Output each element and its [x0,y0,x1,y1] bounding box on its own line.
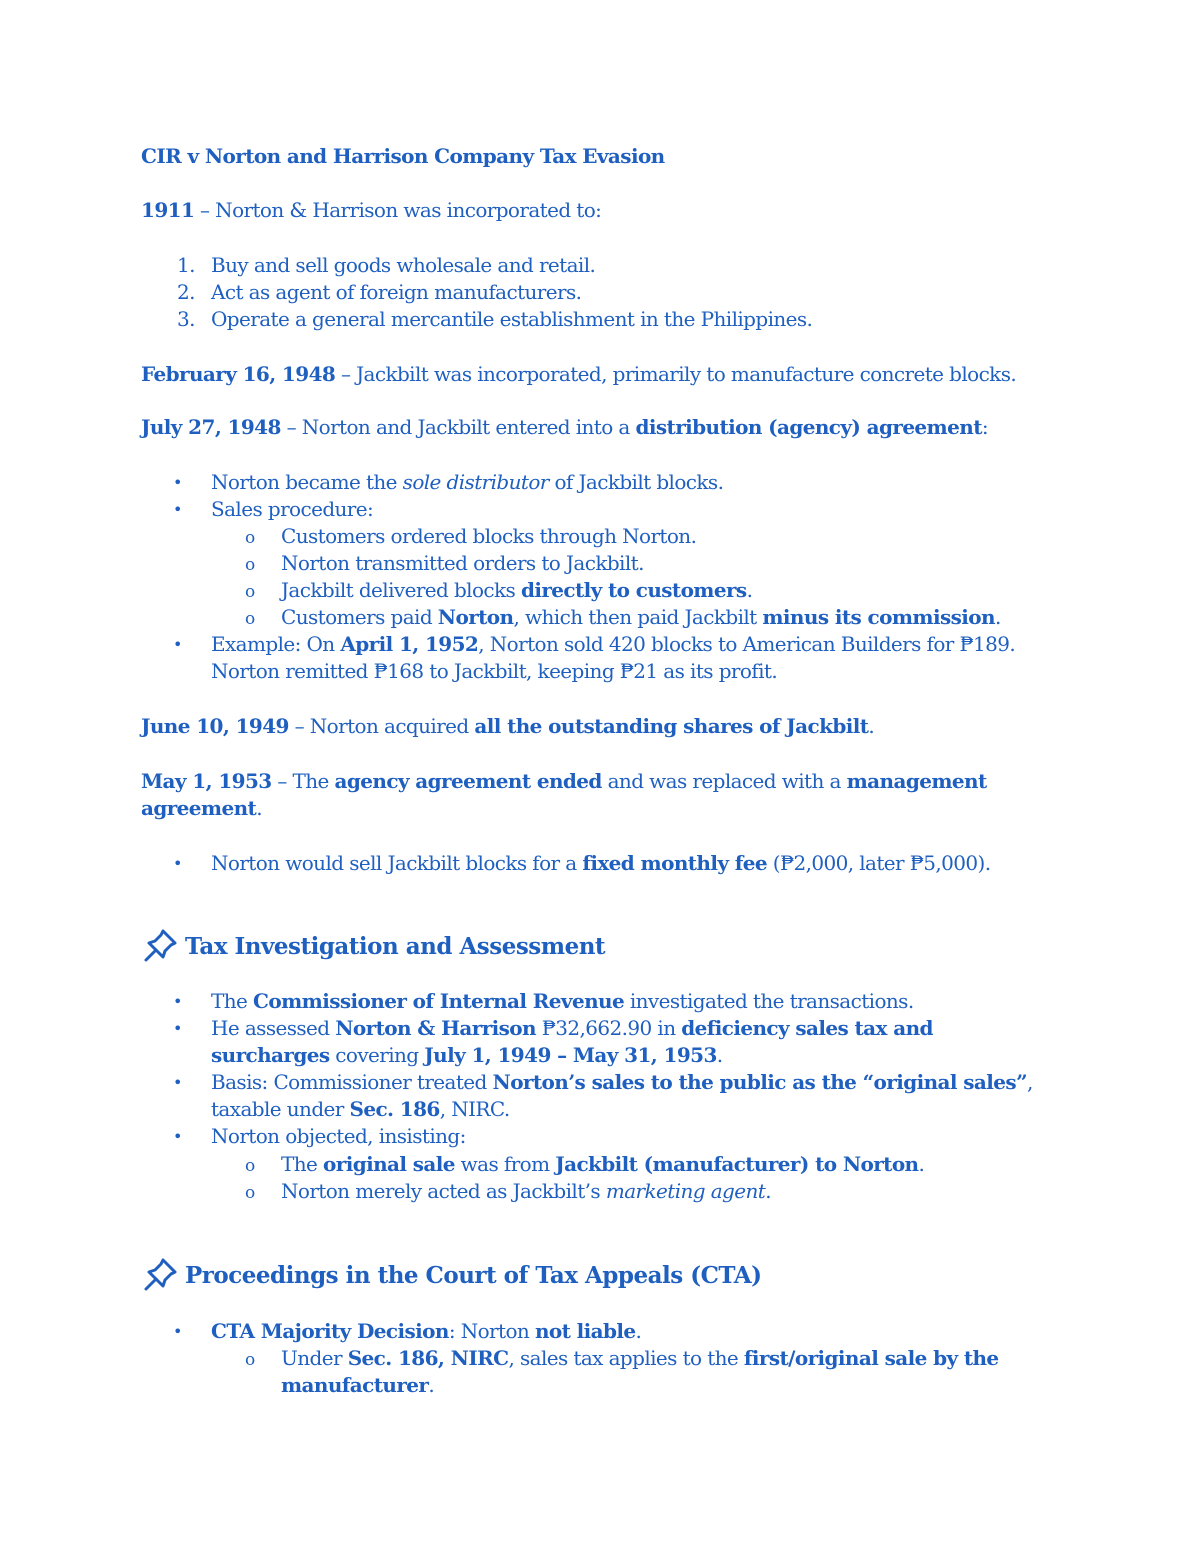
list-item: • The Commissioner of Internal Revenue investigated the transactions. [173,989,914,1013]
list-item: o Norton merely acted as Jackbilt’s marketing agent. [245,1179,771,1203]
paragraph-jul-1948: July 27, 1948 – Norton and Jackbilt entered into a distribution (agency) agreement: [141,415,988,439]
list-item: o Under Sec. 186, NIRC, sales tax applies to the first/original sale by the manufacturer. [245,1346,999,1397]
pushpin-icon [143,927,179,963]
sales-procedure-list [211,523,1001,631]
list-item: • Sales procedure: [173,497,374,521]
list-item: o Norton transmitted orders to Jackbilt. [245,551,644,575]
paragraph-1911: 1911 – Norton & Harrison was incorporated to: [141,198,602,222]
tax-investigation-list [141,988,1033,1150]
paragraph-may-1953: May 1, 1953 – The agency agreement ended and was replaced with a management agreement. [141,769,987,820]
document-title: CIR v Norton and Harrison Company Tax Evasion [141,144,665,168]
list-item: o The original sale was from Jackbilt (manufacturer) to Norton. [245,1152,925,1176]
list-item: • Basis: Commissioner treated Norton’s sales to the public as the “original sales”, taxable under Sec. 186, NIRC. [173,1070,1033,1121]
example-list [141,631,1015,685]
list-item: • Norton objected, insisting: [173,1124,466,1148]
management-list [141,850,991,877]
list-item: 2. Act as agent of foreign manufacturers. [177,280,582,304]
list-item: • Norton became the sole distributor of Jackbilt blocks. [173,470,724,494]
paragraph-jun-1949: June 10, 1949 – Norton acquired all the outstanding shares of Jackbilt. [141,714,875,738]
list-item: • CTA Majority Decision: Norton not liable. [173,1319,642,1343]
pushpin-icon [143,1256,179,1292]
list-item: o Customers paid Norton, which then paid Jackbilt minus its commission. [245,605,1001,629]
agency-list [141,469,723,523]
document-page: CIR v Norton and Harrison Company Tax Evasion 1911 – Norton & Harrison was incorporated to: 1. Buy and sell goods wholesale and retail. 2. Act as agent of foreign manufacturers. 3. Operate a general mercantile establishment in the Philippines. February 16, 1948 – Jackbilt was incorporated, primarily to manufacture concrete blocks. July 27, 1948 – Norton and Jackbilt entered into a distribution (agency) agreement: • Norton became the sole distributor of Jackbilt blocks. • Sales procedure: o Customers ordered blocks through Norton. o Norton transmitted orders to Jackbilt. o Jackbilt delivered blocks directly to customers. o Customers paid Norton, which then paid Jackbilt minus its commission. • Example: On April 1, 1952, Norton sold 420 blocks to American Builders for ₱189. Norton remitted ₱168 to Jackbilt, keeping ₱21 as its profit. June 10, 1949 – Norton acquired all the outstanding shares of Jackbilt. May 1, 1953 – The agency agreement ended and was replaced with a management agreement. • Norton would sell Jackbilt blocks for a fixed monthly fee (₱2,000, later ₱5,000). Tax Investigation and Assessment • The Commissioner of Internal Revenue investigated the transactions. • He assessed Norton & Harrison ₱32,662.90 in deficiency sales tax and surcharges covering July 1, 1949 – May 31, 1953. • Basis: Commissioner treated Norton’s sales to the public as the “original sales”, taxable under Sec. 186, NIRC. • Norton objected, insisting: o The original sale was from Jackbilt (manufacturer) to Norton. o Norton merely acted as Jackbilt’s marketing agent. Proceedings in the Court of Tax Appeals (CTA) • CTA Majority Decision: Norton not liable. o Under Sec. 186, NIRC, sales tax applies to the first/original sale by the manufacturer. [0,0,1200,1553]
list-item: • Example: On April 1, 1952, Norton sold 420 blocks to American Builders for ₱189. Norton remitted ₱168 to Jackbilt, keeping ₱21 as its profit. [173,632,1016,683]
list-item: 3. Operate a general mercantile establishment in the Philippines. [177,307,813,331]
list-item: 1. Buy and sell goods wholesale and retail. [177,253,596,277]
date-1911: 1911 [141,198,195,222]
paragraph-feb-1948: February 16, 1948 – Jackbilt was incorporated, primarily to manufacture concrete blocks. [141,362,1017,386]
cta-list [141,1318,641,1345]
list-item: • Norton would sell Jackbilt blocks for a fixed monthly fee (₱2,000, later ₱5,000). [173,851,991,875]
list-item: o Jackbilt delivered blocks directly to customers. [245,578,753,602]
objection-list [211,1151,924,1205]
purposes-list [141,252,812,333]
list-item: o Customers ordered blocks through Norton. [245,524,697,548]
list-item: • He assessed Norton & Harrison ₱32,662.90 in deficiency sales tax and surcharges covering July 1, 1949 – May 31, 1953. [173,1016,933,1067]
cta-sub-list [211,1345,999,1399]
